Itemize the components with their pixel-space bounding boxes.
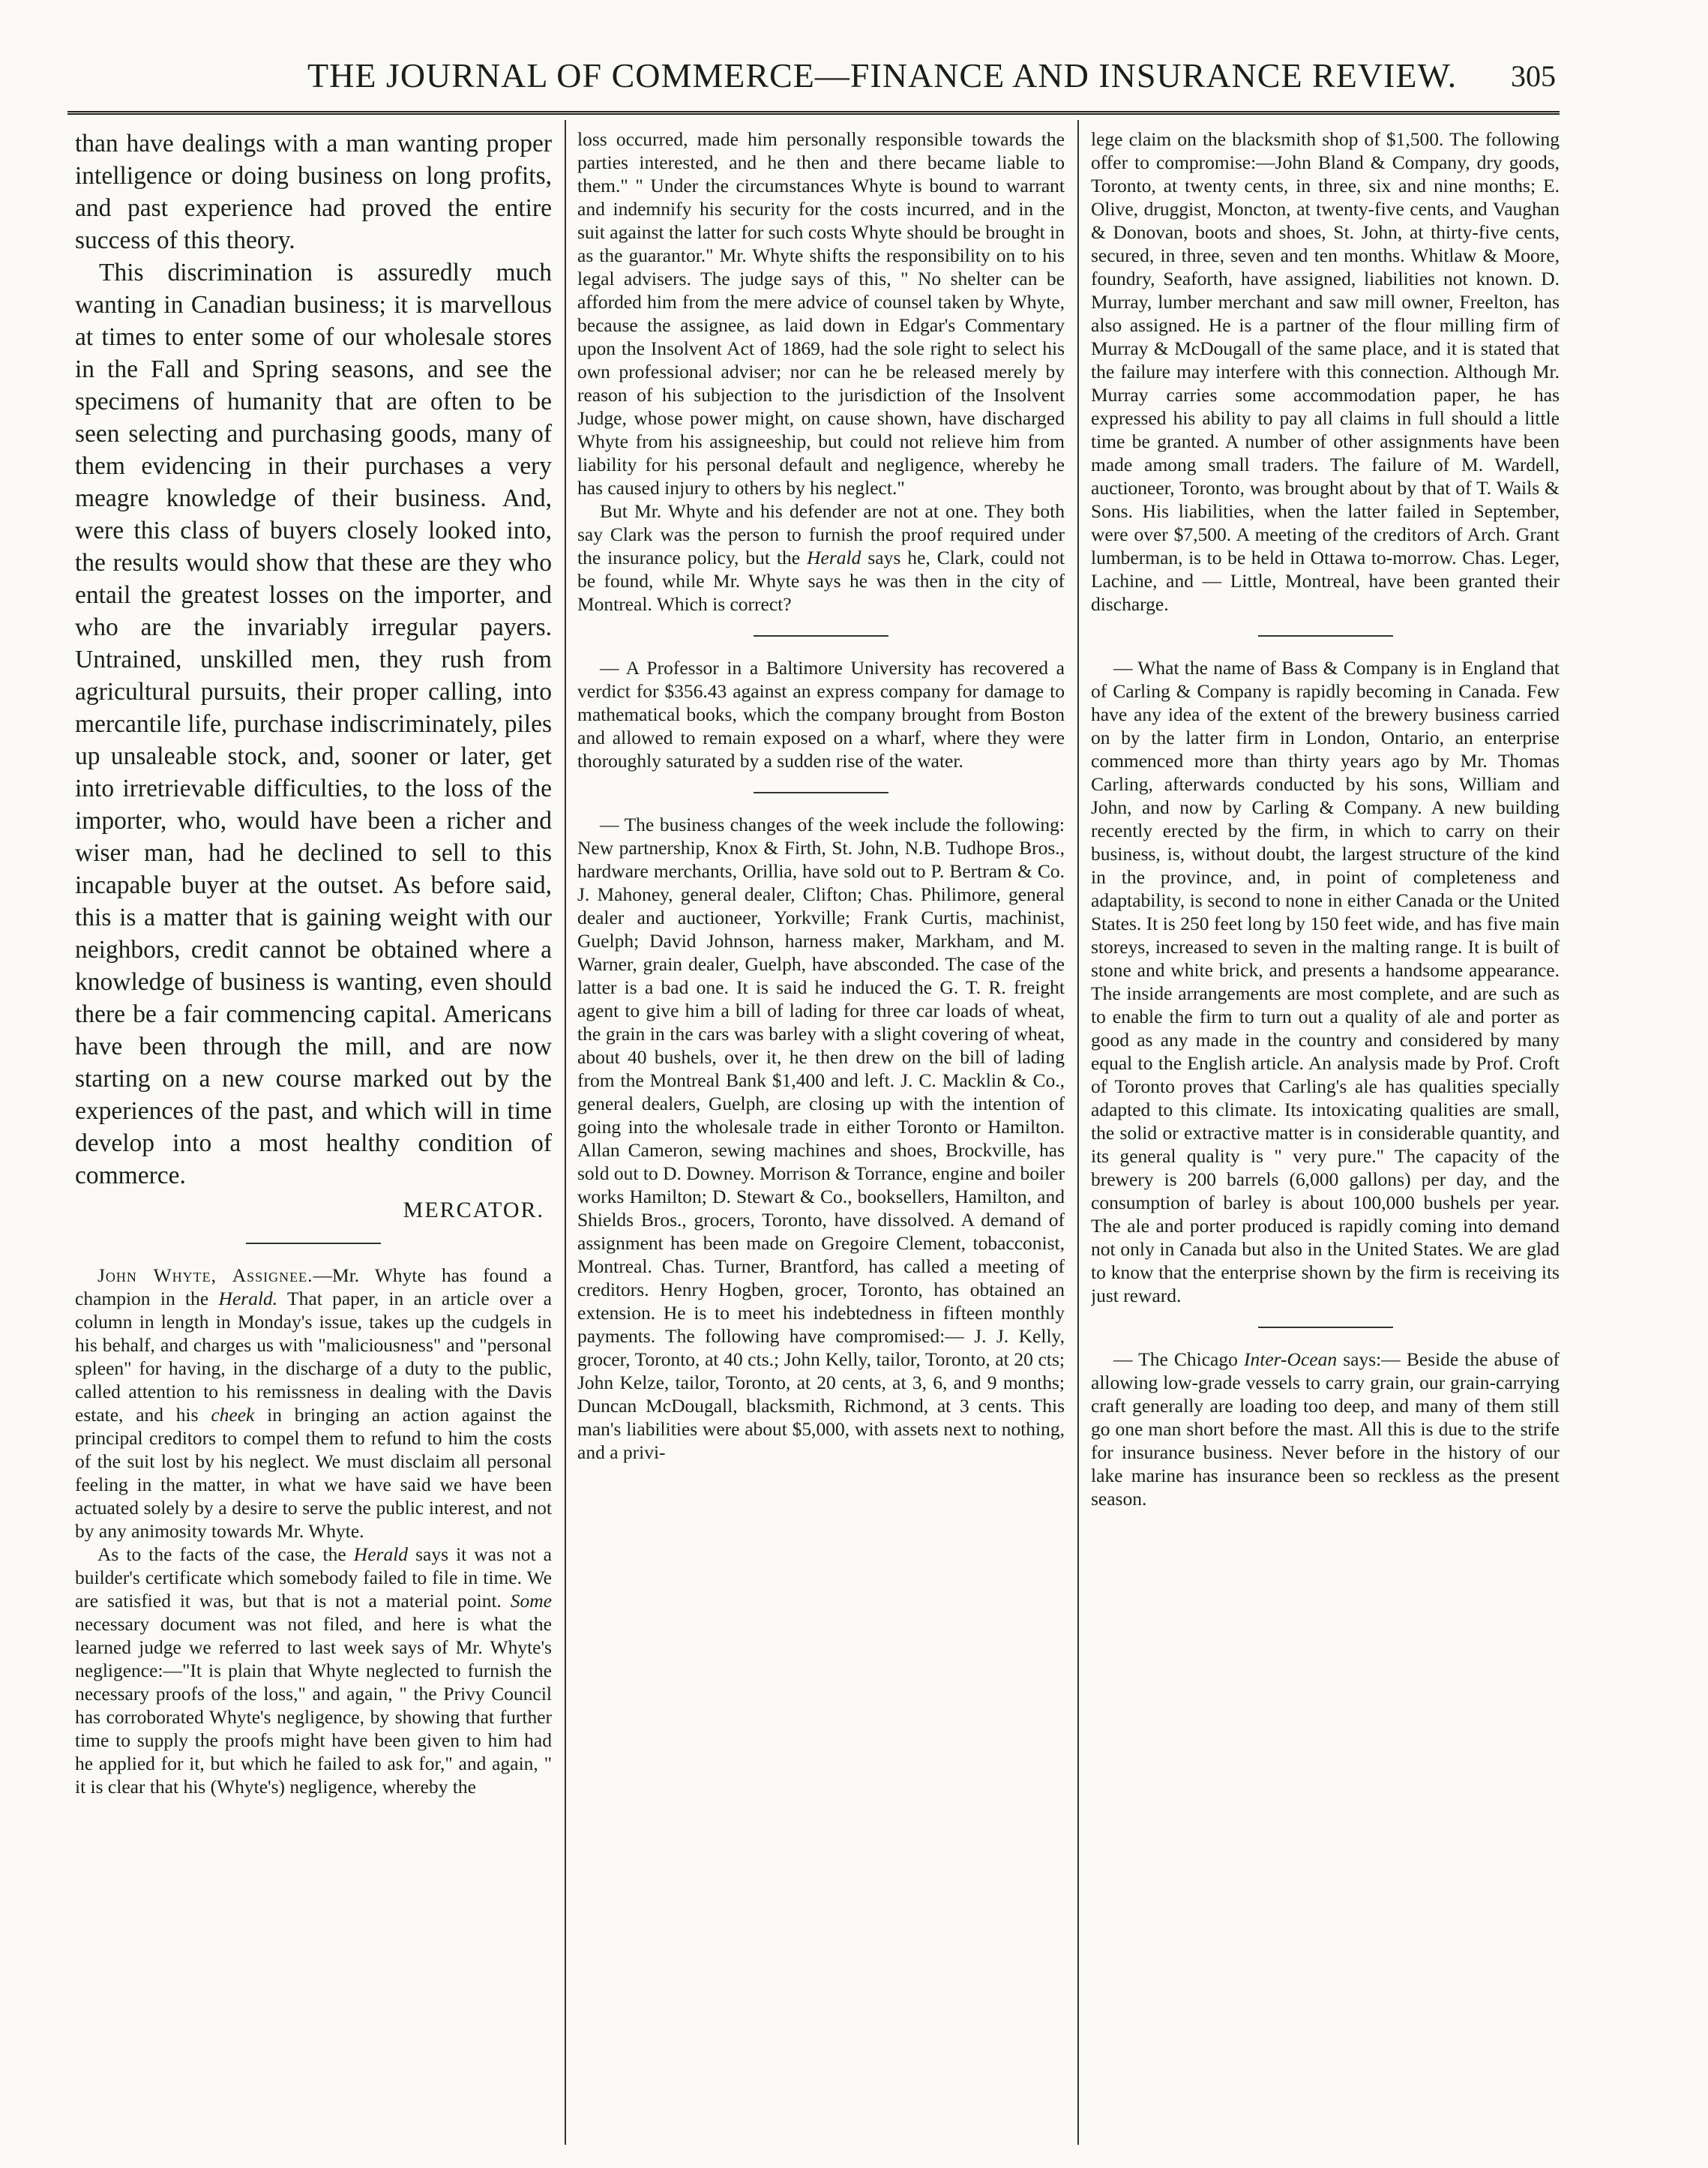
- text-run: But Mr. Whyte and his defender are not at one. They both say Clark was the person to furnish the proof required under the insurance policy, but the: [577, 500, 1065, 568]
- header-rule: [67, 111, 1560, 118]
- page-header: [0, 45, 1708, 105]
- section-separator: [246, 1243, 381, 1244]
- emphasis: Some: [510, 1590, 552, 1612]
- paragraph: lege claim on the blacksmith shop of $1,500. The following offer to compromise:—John Bland & Company, dry goods, Toronto, at twenty cents, in three, six and nine months; E. Olive, druggist, Moncton, at twenty-five cents, and Vaughan & Donovan, boots and shoes, St. John, at thirty-five cents, secured, in three, seven and ten months. Whitlaw & Moore, foundry, Seaforth, have assigned, liabilities not known. D. Murray, lumber merchant and saw mill owner, Freelton, has also assigned. He is a partner of the flour milling firm of Murray & McDougall of the same place, and it is stated that the failure may interfere with this connection. Although Mr. Murray carries some accommodation paper, he has expressed his ability to pay all claims in full should a little time be granted. A number of other assignments have been made among small traders. The failure of M. Wardell, auctioneer, Toronto, was brought about by that of T. Wails & Sons. His liabilities, when the latter failed in September, were over $7,500. A meeting of the creditors of Arch. Grant lumberman, is to be held in Ottawa to-morrow. Chas. Leger, Lachine, and — Little, Montreal, have been granted their discharge.: [1091, 128, 1560, 615]
- newspaper-name: Herald.: [218, 1288, 278, 1309]
- paragraph: This discrimination is assuredly much wanting in Canadian business; it is marvellous at times to enter some of our wholesale stores in the Fall and Spring seasons, and see the specimens of humanity that are often to be seen selecting and purchasing goods, many of them evidencing in their purchases a very meagre knowledge of their business. And, were this class of buyers closely looked into, the results would show that these are they who entail the greatest losses on the importer, and who are the invariably irregular payers. Untrained, unskilled men, they rush from agricultural pursuits, their proper calling, into mercantile life, purchase indiscriminately, piles up unsaleable stock, and, sooner or later, get into irretrievable difficulties, to the loss of the importer, who, would have been a richer and wiser man, had he declined to sell to this incapable buyer at the outset. As before said, this is a matter that is gaining weight with our neighbors, credit cannot be obtained where a knowledge of business is wanting, even should there be a fair commencing capital. Americans have been through the mill, and are now starting on a new course marked out by the experiences of the past, and which will in time develop into a most healthy condition of commerce.: [75, 259, 552, 1189]
- paragraph: than have dealings with a man wanting proper intelligence or doing business on long profits, and past experience had proved the entire success of this theory.: [75, 130, 552, 254]
- text-run: in bringing an action against the principal creditors to compel them to refund to him the costs of the suit lost by his neglect. We must disclaim all personal feeling in the matter, in what we have said we have been actuated solely by a desire to serve the public interest, and not by any animosity towards Mr. Whyte.: [75, 1404, 552, 1542]
- column-divider: [565, 120, 566, 2145]
- whyte-article: [75, 1264, 552, 1798]
- paragraph: loss occurred, made him personally responsible towards the parties interested, and he then and there became liable to them." " Under the circumstances Whyte is bound to warrant and indemnify his security for the costs incurred, and in the suit against the latter for such costs Whyte should be brought in as the guarantor." Mr. Whyte shifts the responsibility on to his legal advisers. The judge says of this, " No shelter can be afforded him from the mere advice of counsel taken by Whyte, because the assignee, as laid down in Edgar's Commentary upon the Insolvent Act of 1869, had the sole right to select his own professional adviser; nor can he be released merely by reason of his subjection to the jurisdiction of the Insolvent Judge, whose power might, on cause shown, have discharged Whyte from his assigneeship, but could not relieve him from liability for his personal default and negligence, whereby he has caused injury to others by his neglect.": [577, 128, 1065, 499]
- text-run: says it was not a builder's certificate which somebody failed to file in time. We are satisfied it was, but that is not a material point.: [75, 1543, 552, 1612]
- signature: MERCATOR.: [403, 1198, 544, 1222]
- section-separator: [754, 792, 888, 793]
- newspaper-name: Herald: [807, 547, 861, 568]
- page-number: 305: [1511, 59, 1556, 93]
- column-divider: [1077, 120, 1079, 2145]
- text-run: — The Chicago: [1113, 1348, 1244, 1370]
- column-2: [577, 127, 1065, 2152]
- section-separator: [1258, 1327, 1393, 1328]
- section-separator: [1258, 635, 1393, 637]
- paragraph: — The business changes of the week include the following: New partnership, Knox & Firth, St. John, N.B. Tudhope Bros., hardware merchants, Orillia, have sold out to P. Bertram & Co. J. Mahoney, general dealer, Clifton; Chas. Philimore, general dealer and auctioneer, Yorkville; Frank Curtis, machinist, Guelph; David Johnson, harness maker, Markham, and M. Warner, grain dealer, Guelph, have absconded. The case of the latter is a bad one. It is said he induced the G. T. R. freight agent to give him a bill of lading for three car loads of wheat, the grain in the cars was barley with a slight covering of wheat, about 40 bushels, over it, he then drew on the bill of lading from the Montreal Bank $1,400 and left. J. C. Macklin & Co., general dealers, Guelph, are closing up with the intention of going into the wholesale trade in either Toronto or Hamilton. Allan Cameron, sewing machines and shoes, Brockville, has sold out to D. Downey. Morrison & Torrance, engine and boiler works Hamilton; D. Stewart & Co., booksellers, Hamilton, and Shields Bros., grocers, Toronto, have dissolved. A demand of assignment has been made on Gregoire Clement, tobacconist, Montreal. Chas. Turner, Brantford, has called a meeting of creditors. Henry Hogben, grocer, Toronto, has obtained an extension. He is to meet his indebtedness in fifteen monthly payments. The following have compromised:— J. J. Kelly, grocer, Toronto, at 40 cts.; John Kelly, tailor, Toronto, at 20 cts; John Kelze, tailor, Toronto, at 20 cents, at 3, 6, and 9 months; Duncan McDougall, blacksmith, Richmond, at 3 cents. This man's liabilities were about $5,000, with assets next to nothing, and a privi-: [577, 814, 1065, 1463]
- paragraph: [75, 1543, 552, 1798]
- text-run: says he, Clark, could not be found, while Mr. Whyte says he was then in the city of Montreal. Which is correct?: [577, 547, 1065, 615]
- paragraph: — A Professor in a Baltimore University has recovered a verdict for $356.43 against an express company for damage to mathematical books, which the company brought from Boston and allowed to remain exposed on a wharf, where they were thoroughly saturated by a sudden rise of the water.: [577, 657, 1065, 772]
- text-run: says:— Beside the abuse of allowing low-grade vessels to carry grain, our grain-carrying craft generally are loading too deep, and many of them still go one man short before the mast. All this is due to the strife for insurance business. Never before in the history of our lake marine has insurance been so reckless as the present season.: [1091, 1348, 1560, 1510]
- text-run: As to the facts of the case, the: [97, 1543, 354, 1565]
- paragraph: [1091, 1348, 1560, 1510]
- newspaper-name: Inter-Ocean: [1244, 1348, 1338, 1370]
- column-1: [75, 127, 552, 2152]
- text-run: —Mr. Whyte has found a champion in the: [75, 1264, 552, 1309]
- mercator-letter: [75, 127, 552, 1223]
- paragraph: — What the name of Bass & Company is in England that of Carling & Company is rapidly becoming in Canada. Few have any idea of the extent of the brewery business carried on by the latter firm in London, Ontario, an enterprise commenced more than thirty years ago by Mr. Thomas Carling, afterwards conducted by his sons, William and John, and now by Carling & Company. A new building recently erected by the firm, in which to carry on their business, is, without doubt, the largest structure of the kind in the province, and, in point of completeness and adaptability, is second to none in either Canada or the United States. It is 250 feet long by 150 feet wide, and has five main storeys, increased to seven in the malting range. It is built of stone and white brick, and presents a handsome appearance. The inside arrangements are most complete, and are such as to enable the firm to turn out a quality of ale and porter as good as any made in the country and considered by many equal to the English article. An analysis made by Prof. Croft of Toronto proves that Carling's ale has qualities specially adapted to this climate. Its intoxicating qualities are small, the solid or extractive matter is in considerable quantity, and its general quality is " very pure." The capacity of the brewery is 200 barrels (6,000 gallons) per day, and the consumption of barley is about 100,000 bushels per year. The ale and porter produced is rapidly coming into demand not only in Canada but also in the United States. We are glad to know that the enterprise shown by the firm is receiving its just reward.: [1091, 657, 1560, 1306]
- paragraph: [75, 1264, 552, 1543]
- article-heading: John Whyte, Assignee.: [97, 1264, 313, 1286]
- column-3: [1091, 127, 1560, 2152]
- emphasis: cheek: [211, 1404, 255, 1426]
- text-run: necessary document was not filed, and here is what the learned judge we referred to last week says of Mr. Whyte's negligence:—"It is plain that Whyte neglected to furnish the necessary proofs of the loss," and again, " the Privy Council has corroborated Whyte's negligence, by showing that further time to supply the proofs might have been given to him had he applied for it, but which he failed to ask for," and again, " it is clear that his (Whyte's) negligence, whereby the: [75, 1613, 552, 1798]
- running-title: THE JOURNAL OF COMMERCE—FINANCE AND INSURANCE REVIEW.: [307, 56, 1458, 94]
- text-run: That paper, in an article over a column in length in Monday's issue, takes up the cudgels in his behalf, and charges us with "maliciousness" and "personal spleen" for having, in the discharge of a duty to the public, called attention to his remissness in dealing with the Davis estate, and his: [75, 1288, 552, 1426]
- newspaper-name: Herald: [353, 1543, 409, 1565]
- paragraph: [577, 499, 1065, 616]
- section-separator: [754, 635, 888, 637]
